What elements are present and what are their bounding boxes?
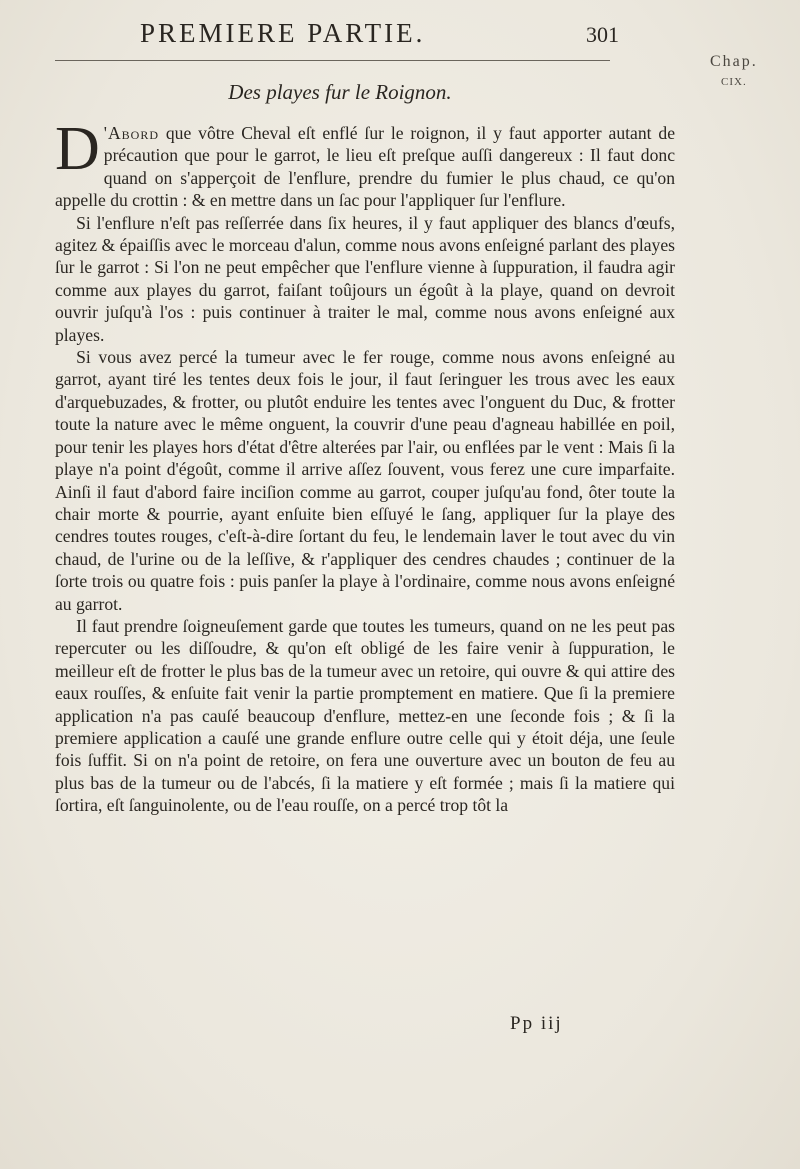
paragraph-1-text: que vôtre Cheval eſt enflé ſur le roignon, il y faut apporter autant de précaution que pour le garrot, le lieu eſt preſque auſſi dangereux : Il faut donc quand on s'apperçoit de l'enflure, prendre du fumier le plus chaud, ce qu'on appelle du crottin : & en mettre dans un ſac pour l'appliquer ſur l'enflure. [55,123,675,211]
margin-note-number: CIX. [721,76,747,88]
paragraph-1 [55,115,675,212]
body-text [55,115,675,817]
paragraph-2: Si l'enflure n'eſt pas reſſerrée dans ſix heures, il y faut appliquer des blancs d'œufs, agitez & épaiſſis avec le morceau d'alun, comme nous avons enſeigné parlant des playes ſur le garrot : Si l'on ne peut empêcher que l'enflure vienne à ſuppuration, il faudra agir comme aux playes du garrot, faiſant toûjours un égoût à la playe, quand on devroit ouvrir juſqu'à l'os : puis continuer à traiter le mal, comme nous avons enſeigné aux playes. [55,212,675,345]
page-number: 301 [586,22,619,47]
running-head: PREMIERE PARTIE. [140,18,426,48]
first-word: 'Abord [103,123,159,143]
paragraph-4: Il faut prendre ſoigneuſement garde que toutes les tumeurs, quand on ne les peut pas repercuter ou les diſſoudre, & qu'on eſt obligé de les faire venir à ſuppuration, le meilleur eſt de frotter le plus bas de la tumeur avec un retoire, qui ouvre & qui attire des eaux rouſſes, & enſuite fait venir la partie promptement en matiere. Que ſi la premiere application n'a pas cauſé beaucoup d'enflure, mettez-en une ſeconde fois ; & ſi la premiere application a cauſé une grande enflure outre celle qui y étoit déja, une ſeule fois ſuffit. Si on n'a point de retoire, on fera une ouverture avec un bouton de feu au plus bas de la tumeur ou de l'abcés, ſi la matiere y eſt formée ; mais ſi la matiere qui ſortira, eſt ſanguinolente, ou de l'eau rouſſe, on a percé trop tôt la [55,615,675,816]
drop-cap: D [55,115,100,183]
margin-note-chap: Chap. [710,53,758,70]
header-rule [55,60,610,61]
section-title: Des playes fur le Roignon. [228,80,452,104]
signature-mark: Pp iij [510,1013,563,1034]
margin-chapter-note [710,52,758,92]
paragraph-3: Si vous avez percé la tumeur avec le fer rouge, comme nous avons enſeigné au garrot, ayant tiré les tentes deux fois le jour, il faut ſeringuer les trous avec les eaux d'arquebuzades, & frotter, ou plutôt enduire les tentes avec l'onguent du Duc, & frotter toute la nature avec le même onguent, la couvrir d'une peau d'agneau habillée en poil, pour tenir les playes hors d'état d'être alterées par l'air, ou enflées par le vent : Mais ſi la playe n'a point d'égoût, comme il arrive aſſez ſouvent, vous ferez une cure imparfaite. Ainſi il faut d'abord faire inciſion comme au garrot, couper juſqu'au fond, ôter toute la chair morte & pourrie, ayant enſuite bien eſſuyé le ſang, appliquer ſur la playe des cendres toutes rouges, c'eſt-à-dire ſortant du feu, le lendemain laver le tout avec du vin chaud, de l'urine ou de la leſſive, & r'appliquer des cendres chaudes ; continuer de la ſorte trois ou quatre fois : puis panſer la playe à l'ordinaire, comme nous avons enſeigné au garrot. [55,347,675,614]
